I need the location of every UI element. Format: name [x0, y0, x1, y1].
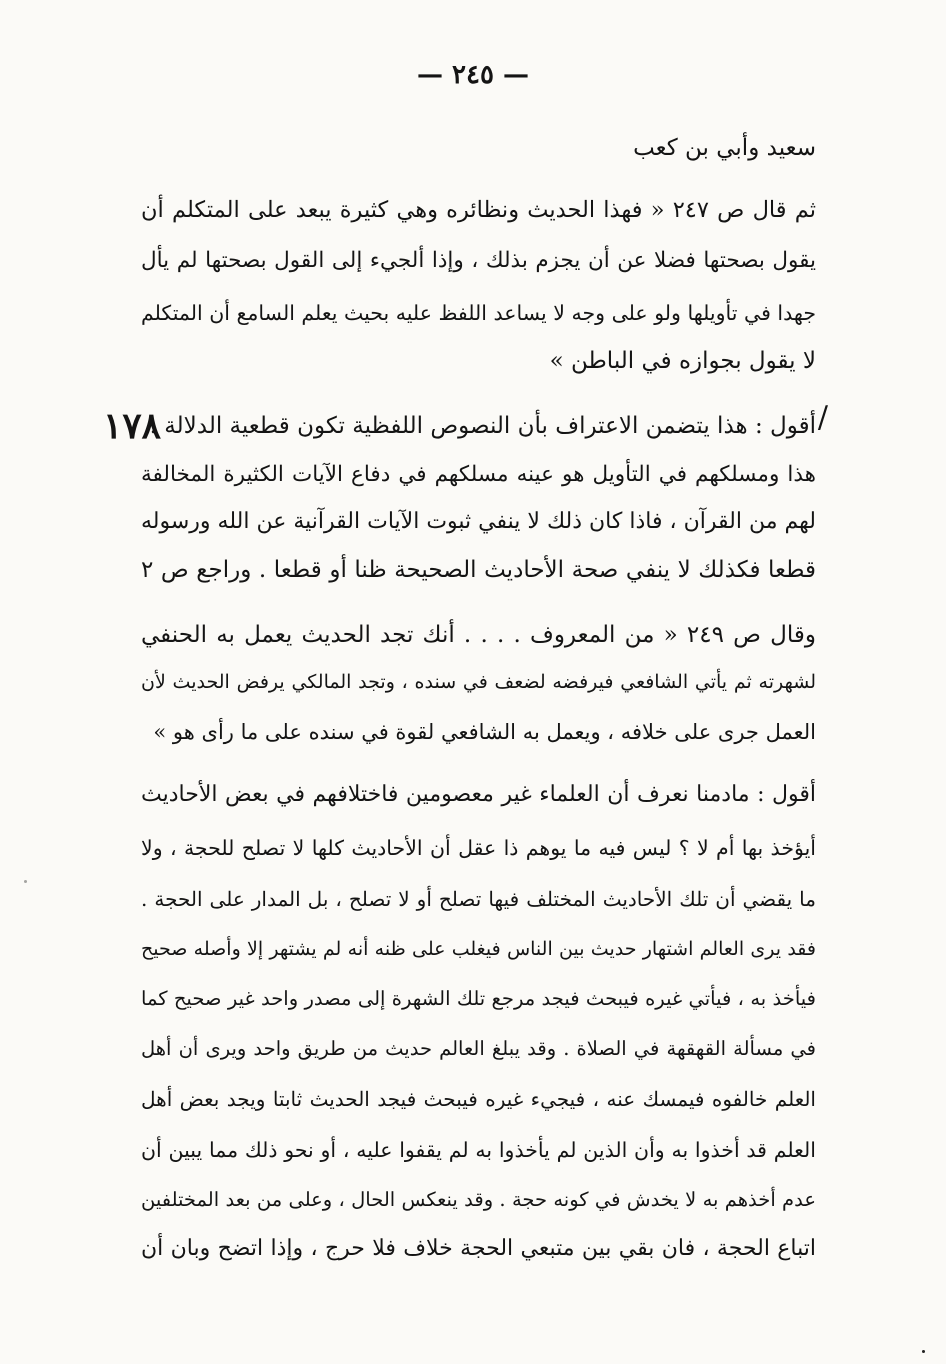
text-line: أقول : مادمنا نعرف أن العلماء غير معصومين فاختلافهم في بعض الأحاديث: [141, 782, 816, 807]
text-line: لشهرته ثم يأتي الشافعي فيرفضه لضعف في سنده ، وتجد المالكي يرفض الحديث لأن: [141, 671, 816, 693]
page-number: — ٢٤٥ —: [416, 60, 530, 90]
text-line: يقول بصحتها فضلا عن أن يجزم بذلك ، وإذا ألجيء إلى القول بصحتها لم يأل: [141, 248, 816, 273]
text-line: هذا ومسلكهم في التأويل هو عينه مسلكهم في دفاع الآيات الكثيرة المخالفة: [141, 462, 816, 487]
text-line: فيأخذ به ، فيأتي غيره فيبحث فيجد مرجع تلك الشهرة إلى مصدر واحد غير صحيح كما: [141, 987, 816, 1010]
margin-number: ١٧٨: [102, 405, 161, 447]
text-line: قطعا فكذلك لا ينفي صحة الأحاديث الصحيحة ظنا أو قطعا . وراجع ص ٢: [141, 557, 816, 583]
slash-mark: /: [817, 400, 828, 435]
scan-speck: [24, 880, 27, 883]
text-line: سعيد وأبي بن كعب: [633, 135, 816, 161]
text-line: جهدا في تأويلها ولو على وجه لا يساعد اللفظ عليه بحيث يعلم السامع أن المتكلم: [141, 301, 816, 325]
text-line: ما يقضي أن تلك الأحاديث المختلف فيها تصلح أو لا تصلح ، بل المدار على الحجة .: [141, 887, 816, 911]
text-line: اتباع الحجة ، فان بقي بين متبعي الحجة خلاف فلا حرج ، وإذا اتضح وبان أن: [141, 1236, 816, 1261]
text-line: في مسألة القهقهة في الصلاة . وقد يبلغ العالم حديث من طريق واحد ويرى أن أهل: [141, 1037, 816, 1060]
text-line: ثم قال ص ٢٤٧ « فهذا الحديث ونظائره وهي كثيرة يبعد على المتكلم أن: [141, 197, 817, 223]
text-line: العمل جرى على خلافه ، ويعمل به الشافعي لقوة في سنده على ما رأى هو »: [153, 720, 816, 744]
scan-speck: [922, 1350, 925, 1353]
text-line: عدم أخذهم به لا يخدش في كونه حجة . وقد ينعكس الحال ، وعلى من بعد المختلفين: [141, 1188, 816, 1211]
text-line: فقد يرى العالم اشتهار حديث بين الناس فيغلب على ظنه أنه لم يشتهر إلا وأصله صحيح: [141, 938, 816, 960]
text-line: لهم من القرآن ، فاذا كان ذلك لا ينفي ثبوت الآيات القرآنية عن الله ورسوله: [141, 509, 816, 534]
text-line: العلم قد أخذوا به وأن الذين لم يأخذوا به لم يقفوا عليه ، أو نحو ذلك مما يبين أن: [141, 1138, 816, 1162]
text-line: أيؤخذ بها أم لا ؟ ليس فيه ما يوهم ذا عقل أن الأحاديث كلها لا تصلح للحجة ، ولا: [141, 836, 816, 860]
text-line: العلم خالفوه فيمسك عنه ، فيجيء غيره فيبحث فيجد الحديث ثابتا ويجد بعض أهل: [141, 1087, 816, 1111]
text-line: أقول : هذا يتضمن الاعتراف بأن النصوص اللفظية تكون قطعية الدلالة .: [149, 413, 816, 439]
text-line: وقال ص ٢٤٩ « من المعروف . . . . أنك تجد الحديث يعمل به الحنفي: [141, 622, 816, 648]
text-line: لا يقول بجوازه في الباطن »: [549, 348, 816, 374]
